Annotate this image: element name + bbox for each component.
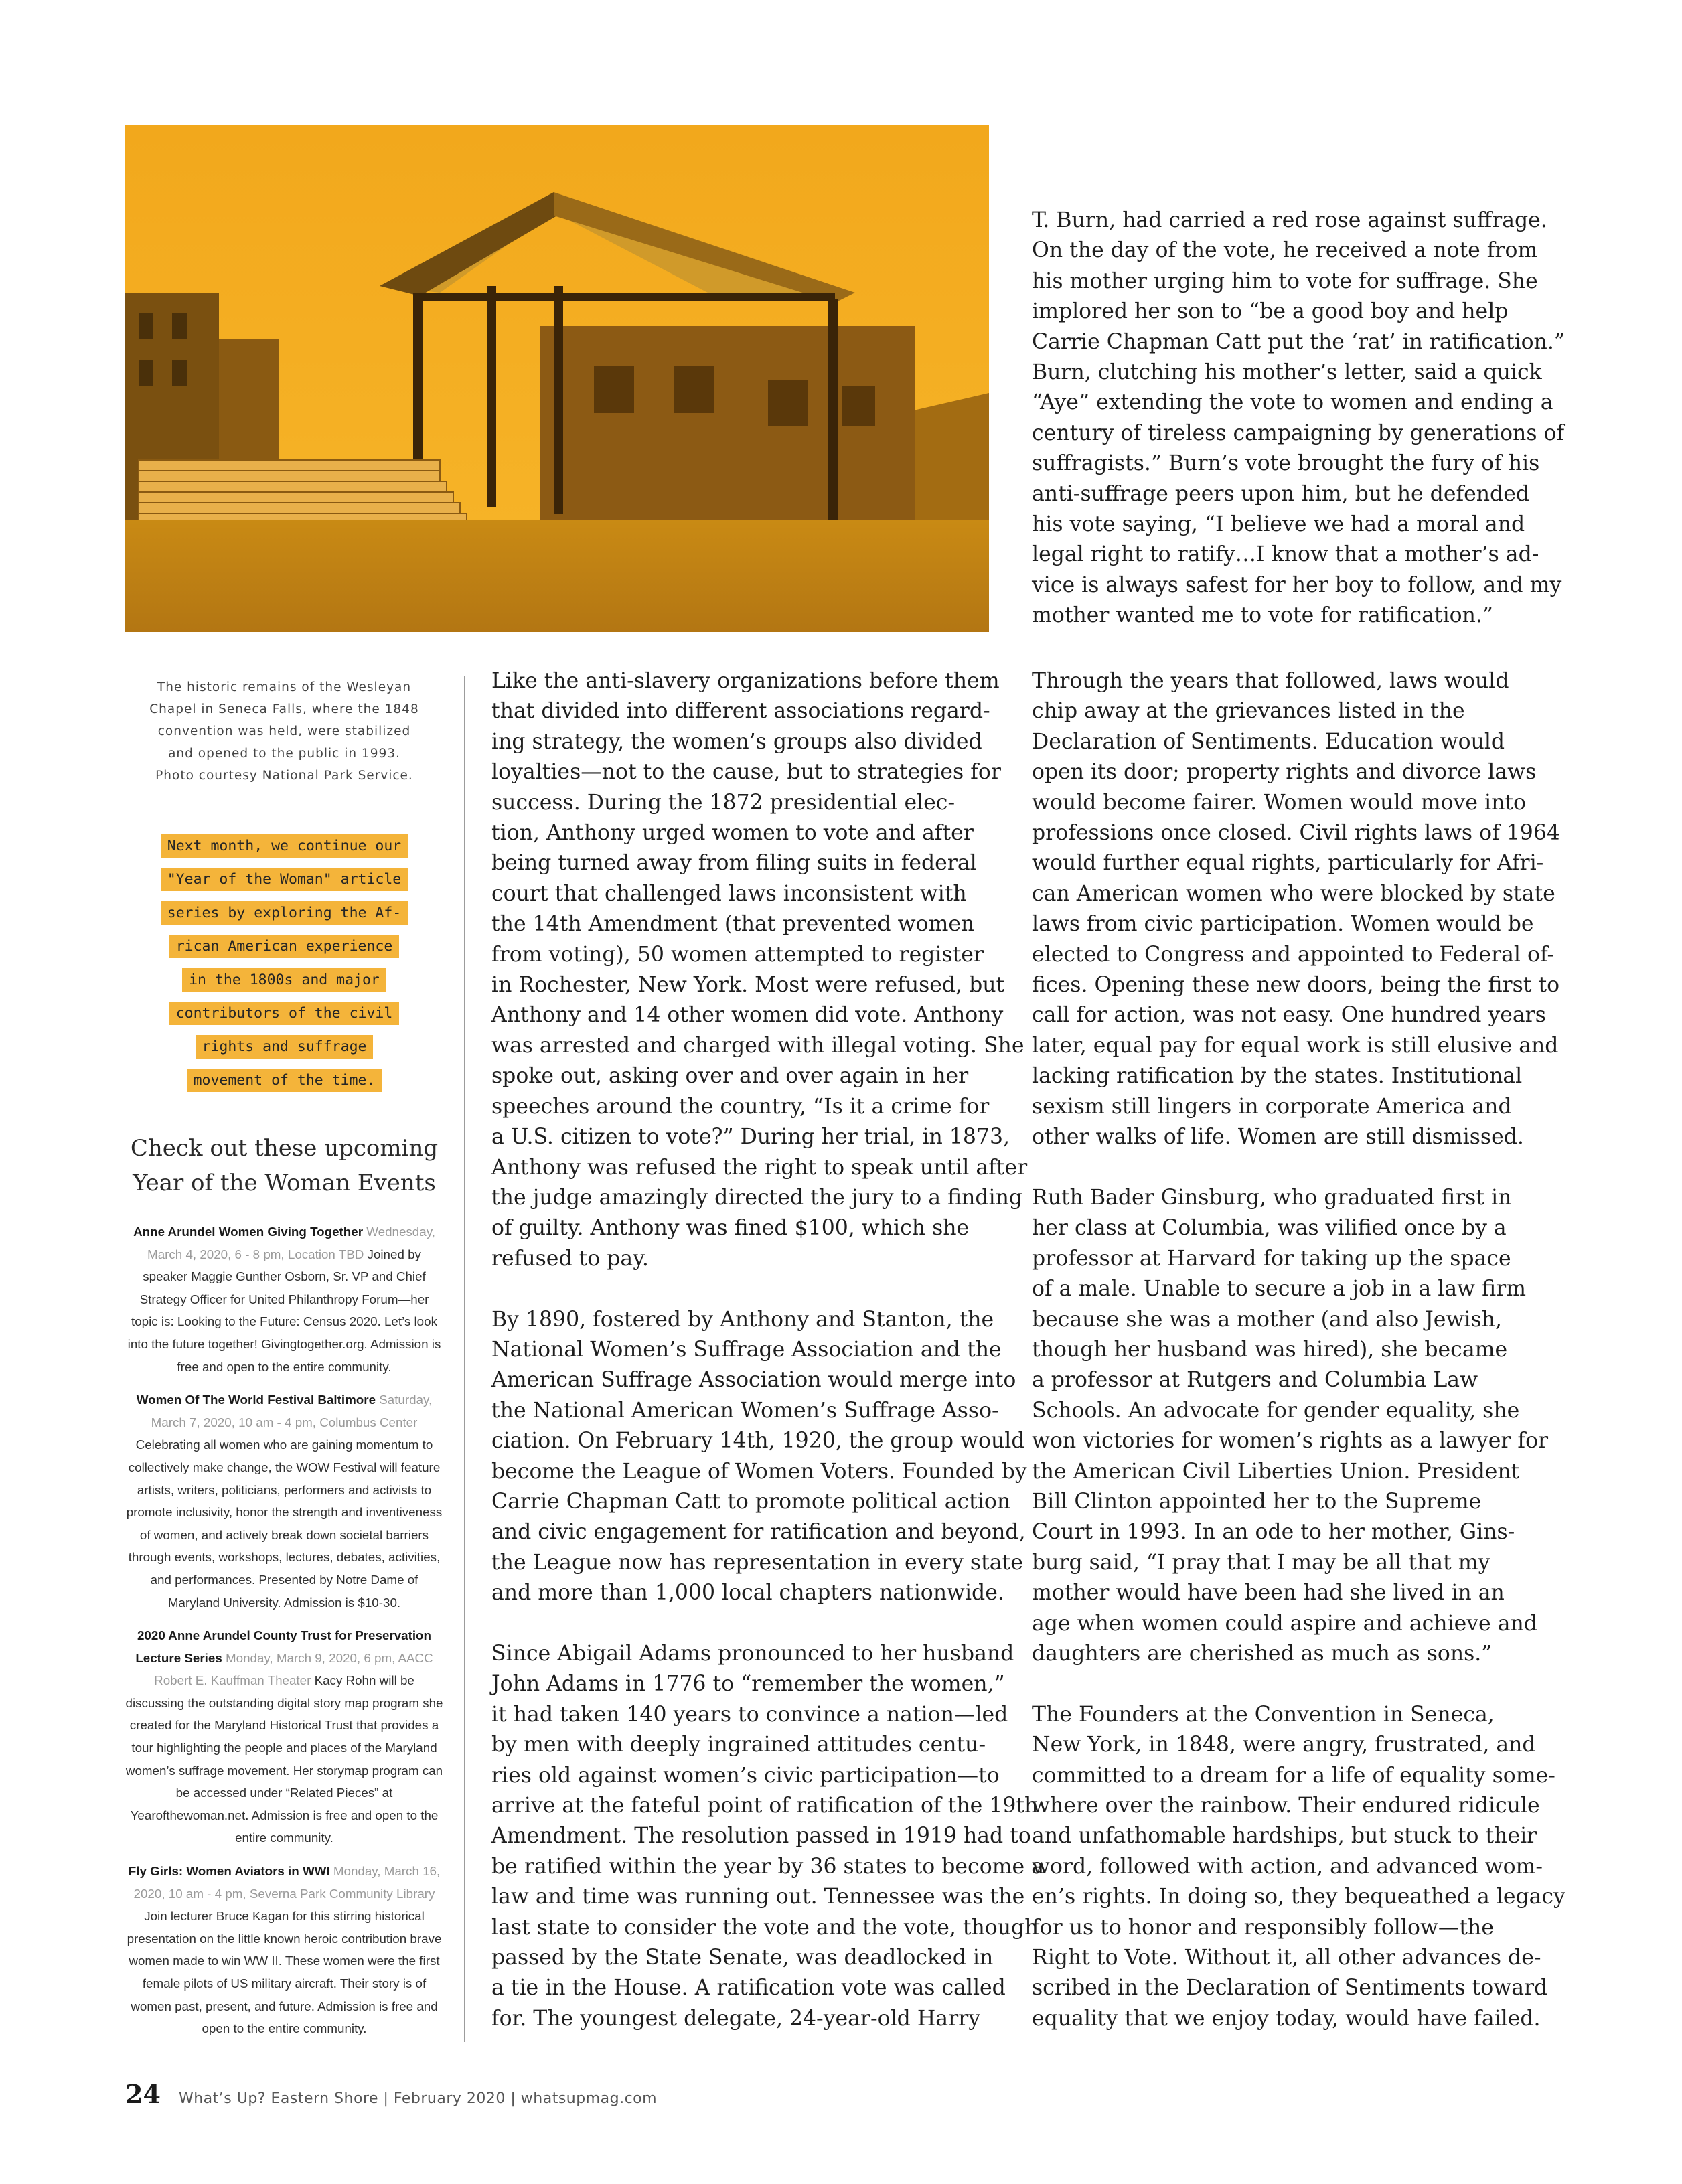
text-line: was arrested and charged with illegal voting. She <box>491 1033 1024 1058</box>
text-line: Bill Clinton appointed her to the Supreme <box>1032 1489 1482 1514</box>
text-line: legal right to ratify…I know that a mother’s ad- <box>1032 542 1539 567</box>
text-line: of a male. Unable to secure a job in a law firm <box>1032 1277 1527 1302</box>
text-line: last state to consider the vote and the vote, though <box>491 1915 1039 1940</box>
text-line: Anthony and 14 other women did vote. Anthony <box>491 1003 1004 1028</box>
text-line: for. The youngest delegate, 24-year-old Harry <box>491 2006 980 2031</box>
text-line: chip away at the grievances listed in the <box>1032 699 1465 724</box>
text-line: Through the years that followed, laws would <box>1032 669 1509 693</box>
event-title: Fly Girls: Women Aviators in WWI <box>128 1864 330 1879</box>
teaser-line: "Year of the Woman" article <box>161 868 408 891</box>
event-title: Women Of The World Festival Baltimore <box>136 1393 376 1407</box>
text-line: where over the rainbow. Their endured ridicule <box>1032 1794 1540 1818</box>
text-line: loyalties—not to the cause, but to strategies for <box>491 760 1001 785</box>
teaser-line: rican American experience <box>169 935 400 958</box>
teaser-line: series by exploring the Af- <box>161 901 408 925</box>
text-line: though her husband was hired), she became <box>1032 1337 1508 1362</box>
text-line: and unfathomable hardships, but stuck to their <box>1032 1824 1537 1849</box>
text-line: the National American Women’s Suffrage Asso- <box>491 1398 999 1423</box>
text-line: the 14th Amendment (that prevented women <box>491 912 975 937</box>
photo-caption <box>125 676 443 787</box>
footer-publication-info: What’s Up? Eastern Shore | February 2020 | whatsupmag.com <box>178 2090 658 2107</box>
event-when: Wednesday, March 4, 2020, 6 - 8 pm, Location TBD <box>147 1225 435 1261</box>
event-description: Joined by speaker Maggie Gunther Osborn, Sr. VP and Chief Strategy Officer for United Philanthropy Forum—her topic is: Looking to the Future: Census 2020. Let’s look into the future together! Givingtogether.org. Admission is free and open to the entire community. <box>127 1247 441 1374</box>
event-item <box>125 1221 443 1378</box>
event-item <box>125 1860 443 2040</box>
text-line: “Aye” extending the vote to women and ending a <box>1032 390 1553 415</box>
event-title: Anne Arundel Women Giving Together <box>133 1225 364 1239</box>
text-line: Carrie Chapman Catt to promote political action <box>491 1489 1011 1514</box>
text-line: her class at Columbia, was vilified once by a <box>1032 1216 1507 1241</box>
teaser-line: Next month, we continue our <box>161 834 408 858</box>
text-line: a U.S. citizen to vote?” During her trial, in 1873, <box>491 1125 1010 1150</box>
text-line: Like the anti-slavery organizations before them <box>491 669 1000 693</box>
text-line: John Adams in 1776 to “remember the women,” <box>491 1672 1005 1697</box>
text-line: would further equal rights, particularly for Afri- <box>1032 851 1544 876</box>
text-line: because she was a mother (and also Jewish, <box>1032 1307 1502 1332</box>
page-number: 24 <box>125 2079 161 2109</box>
events-heading-line: Check out these upcoming <box>130 1135 439 1162</box>
text-line: burg said, “I pray that I may be all that my <box>1032 1550 1490 1575</box>
text-line: being turned away from filing suits in federal <box>491 851 977 876</box>
text-line: refused to pay. <box>491 1246 649 1271</box>
text-line: ries old against women’s civic participation—to <box>491 1763 1000 1788</box>
text-line: Carrie Chapman Catt put the ‘rat’ in ratification.” <box>1032 329 1565 354</box>
event-description: Celebrating all women who are gaining momentum to collectively make change, the WOW Festival will feature artists, writers, politicians, performers and activists to promote inclusivity, honor the strength and inventiveness of women, and actively break down societal barriers through events, workshops, lectures, debates, activities, and performances. Presented by Notre Dame of Maryland University. Admission is $10-30. <box>126 1437 443 1610</box>
text-line: speeches around the country, “Is it a crime for <box>491 1094 990 1119</box>
text-line: from voting), 50 women attempted to register <box>491 942 984 967</box>
text-line: On the day of the vote, he received a note from <box>1032 238 1538 263</box>
event-when: Monday, March 16, 2020, 10 am - 4 pm, Severna Park Community Library <box>133 1864 441 1901</box>
chapel-photo-illustration <box>125 125 989 632</box>
text-line: vice is always safest for her boy to follow, and my <box>1032 572 1562 597</box>
column-divider <box>464 676 465 2042</box>
body-column-right <box>1032 666 1565 2034</box>
text-line: the League now has representation in every state <box>491 1550 1023 1575</box>
paragraph <box>491 666 1028 1274</box>
text-line: National Women’s Suffrage Association and the <box>491 1337 1002 1362</box>
events-heading-line: Year of the Woman Events <box>133 1170 436 1196</box>
text-line: committed to a dream for a life of equality some- <box>1032 1763 1555 1788</box>
next-month-teaser <box>125 830 443 1097</box>
text-line: by men with deeply ingrained attitudes centu- <box>491 1733 986 1758</box>
event-when: Monday, March 9, 2020, 6 pm, AACC Robert E. Kauffman Theater <box>154 1650 433 1688</box>
text-line: fices. Opening these new doors, being the first to <box>1032 973 1560 998</box>
body-column-middle <box>491 666 1044 2034</box>
text-line: his vote saying, “I believe we had a moral and <box>1032 512 1525 537</box>
text-line: Amendment. The resolution passed in 1919 had to <box>491 1824 1031 1849</box>
text-line: daughters are cherished as much as sons.” <box>1032 1641 1493 1666</box>
paragraph <box>1032 666 1561 1153</box>
events-list <box>125 1221 443 2040</box>
text-line: Anthony was refused the right to speak until after <box>491 1155 1028 1180</box>
text-line: spoke out, asking over and over again in her <box>491 1064 969 1089</box>
text-line: won victories for women’s rights as a lawyer for <box>1032 1429 1549 1454</box>
text-line: age when women could aspire and achieve and <box>1032 1611 1537 1636</box>
text-line: The Founders at the Convention in Seneca, <box>1032 1702 1495 1727</box>
text-line: By 1890, fostered by Anthony and Stanton, the <box>491 1307 994 1332</box>
events-heading <box>125 1131 443 1200</box>
text-line: mother wanted me to vote for ratification.” <box>1032 603 1494 628</box>
event-title: 2020 Anne Arundel County Trust for Preservation Lecture Series <box>135 1628 432 1665</box>
text-line: mother would have been had she lived in an <box>1032 1581 1505 1606</box>
text-line: Ruth Bader Ginsburg, who graduated first in <box>1032 1185 1512 1210</box>
event-item <box>125 1389 443 1614</box>
text-line: elected to Congress and appointed to Federal of- <box>1032 942 1555 967</box>
text-line: century of tireless campaigning by generations of <box>1032 420 1565 445</box>
body-column-right-top <box>1032 206 1565 631</box>
paragraph <box>491 1639 1044 2034</box>
teaser-line: rights and suffrage <box>196 1035 374 1059</box>
text-line: court that challenged laws inconsistent with <box>491 881 967 906</box>
text-line: can American women who were blocked by state <box>1032 881 1555 906</box>
paragraph <box>491 1305 1027 1609</box>
page-footer <box>125 2079 657 2109</box>
text-line: and more than 1,000 local chapters nationwide. <box>491 1581 1004 1606</box>
text-line: for us to honor and responsibly follow—the <box>1032 1915 1494 1940</box>
event-item <box>125 1624 443 1849</box>
text-line: professor at Harvard for taking up the space <box>1032 1246 1511 1271</box>
paragraph <box>1032 1700 1565 2034</box>
caption-line: and opened to the public in 1993. <box>168 747 400 761</box>
text-line: passed by the State Senate, was deadlocked in <box>491 1946 994 1970</box>
text-line: be ratified within the year by 36 states to become a <box>491 1854 1044 1879</box>
text-line: later, equal pay for equal work is still elusive and <box>1032 1033 1559 1058</box>
text-line: New York, in 1848, were angry, frustrated, and <box>1032 1733 1536 1758</box>
text-line: implored her son to “be a good boy and help <box>1032 299 1509 324</box>
text-line: suffragists.” Burn’s vote brought the fury of his <box>1032 451 1540 476</box>
text-line: his mother urging him to vote for suffrage. She <box>1032 268 1538 293</box>
text-line: success. During the 1872 presidential elec- <box>491 790 955 815</box>
text-line: it had taken 140 years to convince a nation—led <box>491 1702 1008 1727</box>
text-line: tion, Anthony urged women to vote and after <box>491 821 974 846</box>
caption-line: Chapel in Seneca Falls, where the 1848 <box>149 702 419 716</box>
text-line: Court in 1993. In an ode to her mother, Gins- <box>1032 1520 1515 1545</box>
event-description: Join lecturer Bruce Kagan for this stirring historical presentation on the little known heroic contribution brave women made to win WW II. These women were the first female pilots of US military aircraft. Their story is of women past, present, and future. Admission is free and open to the entire community. <box>127 1909 442 2036</box>
teaser-line: contributors of the civil <box>169 1002 400 1025</box>
text-line: Since Abigail Adams pronounced to her husband <box>491 1641 1014 1666</box>
event-when: Saturday, March 7, 2020, 10 am - 4 pm, Columbus Center <box>151 1393 433 1429</box>
text-line: anti-suffrage peers upon him, but he defended <box>1032 481 1530 506</box>
teaser-line: movement of the time. <box>187 1069 382 1092</box>
text-line: sexism still lingers in corporate America and <box>1032 1094 1512 1119</box>
text-line: lacking ratification by the states. Institutional <box>1032 1064 1523 1089</box>
teaser-line: in the 1800s and major <box>182 968 386 992</box>
text-line: laws from civic participation. Women would be <box>1032 912 1534 937</box>
text-line: T. Burn, had carried a red rose against suffrage. <box>1032 208 1547 232</box>
paragraph <box>1032 1183 1561 1670</box>
text-line: Burn, clutching his mother’s letter, said a quick <box>1032 360 1542 385</box>
text-line: arrive at the fateful point of ratification of the 19th <box>491 1794 1039 1818</box>
caption-line: convention was held, were stabilized <box>157 724 411 738</box>
text-line: American Suffrage Association would merge into <box>491 1368 1016 1393</box>
text-line: would become fairer. Women would move into <box>1032 790 1526 815</box>
text-line: Right to Vote. Without it, all other advances de- <box>1032 1946 1541 1970</box>
text-line: open its door; property rights and divorce laws <box>1032 760 1537 785</box>
text-line: that divided into different associations regard- <box>491 699 990 724</box>
text-line: and civic engagement for ratification and beyond, <box>491 1520 1026 1545</box>
caption-line: The historic remains of the Wesleyan <box>157 680 412 694</box>
text-line: a tie in the House. A ratification vote was called <box>491 1976 1006 2001</box>
text-line: become the League of Women Voters. Founded by <box>491 1459 1027 1484</box>
caption-line: Photo courtesy National Park Service. <box>155 769 413 783</box>
text-line: in Rochester, New York. Most were refused, but <box>491 973 1005 998</box>
text-line: equality that we enjoy today, would have failed. <box>1032 2006 1541 2031</box>
text-line: law and time was running out. Tennessee was the <box>491 1885 1025 1909</box>
text-line: ciation. On February 14th, 1920, the group would <box>491 1429 1025 1454</box>
text-line: the judge amazingly directed the jury to a finding <box>491 1185 1023 1210</box>
text-line: Schools. An advocate for gender equality, she <box>1032 1398 1520 1423</box>
article-photo <box>125 125 989 632</box>
event-description: Kacy Rohn will be discussing the outstanding digital story map program she created for the Maryland Historical Trust that provides a tour highlighting the people and places of the Maryland women’s suffrage movement. Her storymap program can be accessed under “Related Pieces” at Yearofthewoman.net. Admission is free and open to the entire community. <box>125 1673 443 1845</box>
text-line: a professor at Rutgers and Columbia Law <box>1032 1368 1478 1393</box>
paragraph <box>1032 206 1565 631</box>
text-line: scribed in the Declaration of Sentiments toward <box>1032 1976 1548 2001</box>
text-line: Declaration of Sentiments. Education would <box>1032 729 1505 754</box>
text-line: of guilty. Anthony was fined $100, which she <box>491 1216 970 1241</box>
text-line: en’s rights. In doing so, they bequeathed a legacy <box>1032 1885 1565 1909</box>
sidebar <box>125 676 443 2051</box>
text-line: ing strategy, the women’s groups also divided <box>491 729 982 754</box>
text-line: call for action, was not easy. One hundred years <box>1032 1003 1546 1028</box>
text-line: the American Civil Liberties Union. President <box>1032 1459 1520 1484</box>
text-line: professions once closed. Civil rights laws of 1964 <box>1032 821 1560 846</box>
text-line: word, followed with action, and advanced wom- <box>1032 1854 1543 1879</box>
text-line: other walks of life. Women are still dismissed. <box>1032 1125 1524 1150</box>
